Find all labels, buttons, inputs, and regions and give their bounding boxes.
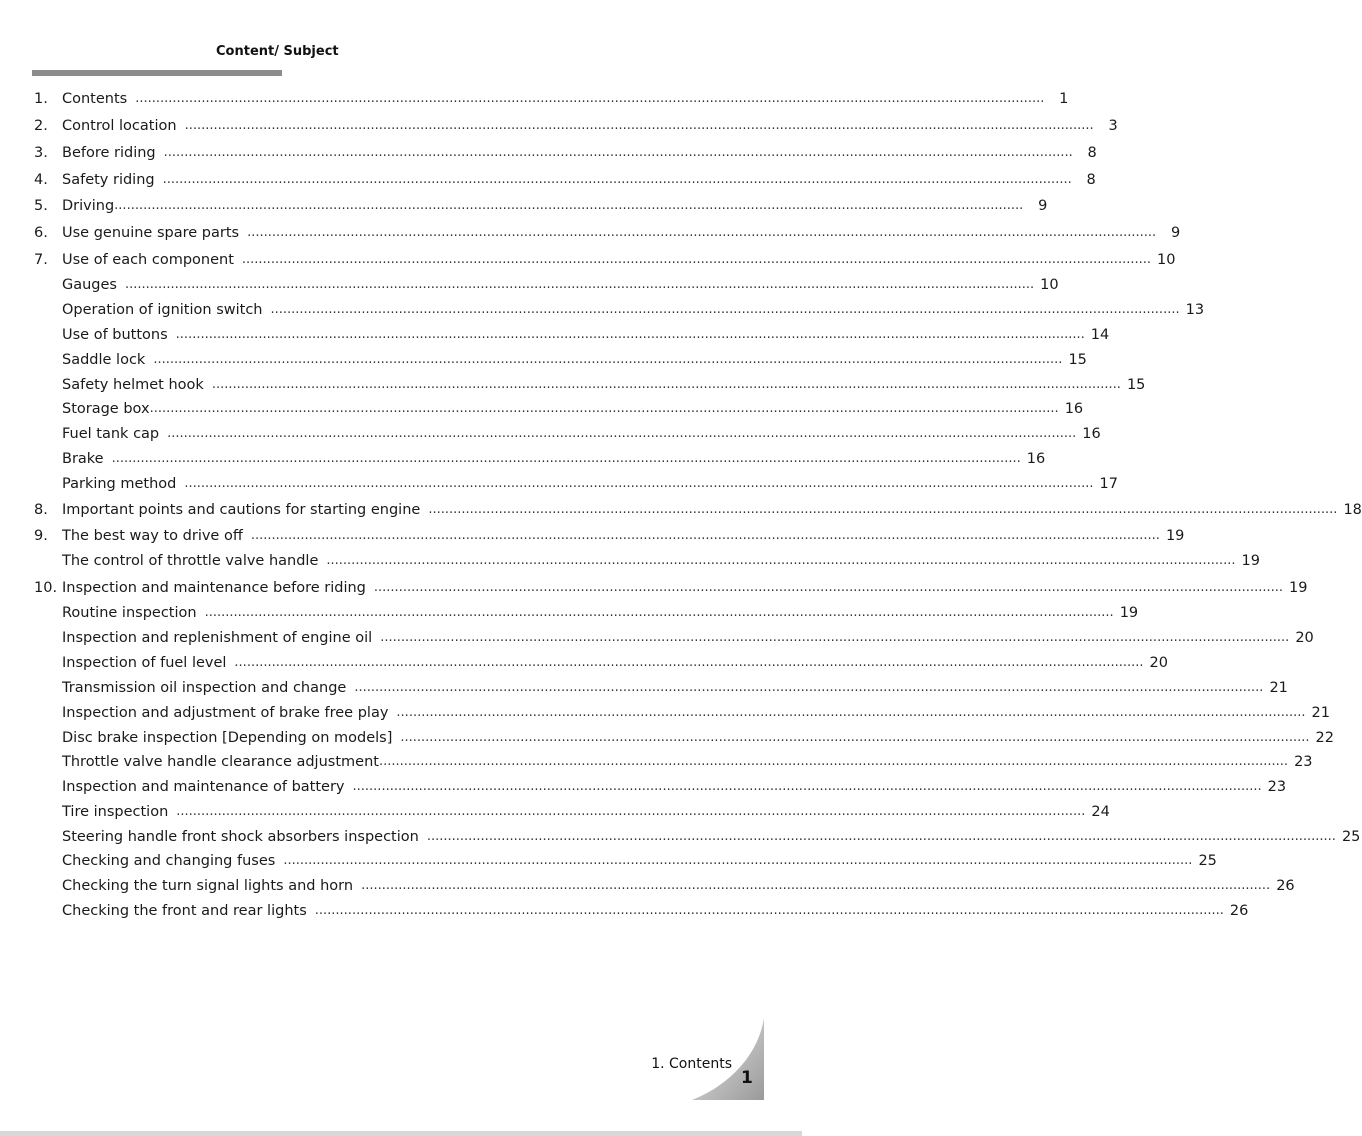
toc-dot-leader: ............................................................................................................................................................................................................................ — [396, 705, 1306, 720]
toc-entry — [34, 169, 1096, 189]
toc-dot-leader: ............................................................................................................................................................................................................................ — [354, 680, 1264, 695]
toc-subentry — [62, 448, 1046, 468]
toc-subentry — [62, 627, 1314, 647]
toc-entry-label: Inspection and replenishment of engine oil — [62, 630, 373, 646]
toc-subentry — [62, 776, 1287, 796]
toc-entry-page: 26 — [1229, 903, 1249, 919]
toc-entry-page: 15 — [1126, 377, 1146, 393]
toc-entry-page: 9 — [1038, 198, 1048, 214]
toc-entry-label: Tire inspection — [62, 804, 169, 820]
toc-entry-label: Contents — [62, 91, 128, 107]
toc-dot-leader: ............................................................................................................................................................................................................................ — [380, 630, 1290, 645]
toc-subentry — [62, 324, 1110, 344]
toc-entry-page: 16 — [1064, 401, 1084, 417]
toc-dot-leader: ............................................................................................................................................................................................................................ — [270, 302, 1180, 317]
toc-dot-leader: ............................................................................................................................................................................................................................ — [373, 580, 1284, 595]
toc-entry-page: 18 — [1343, 502, 1362, 518]
toc-dot-leader: ............................................................................................................................................................................................................................ — [153, 352, 1063, 367]
toc-dot-leader: ............................................................................................................................................................................................................................ — [400, 730, 1310, 745]
toc-entry-page: 22 — [1315, 730, 1334, 746]
toc-entry-number: 7. — [34, 252, 48, 268]
toc-entry-number: 10. — [34, 580, 58, 596]
toc-entry-label: Throttle valve handle clearance adjustment — [62, 754, 379, 770]
toc-entry-label: Checking the front and rear lights — [62, 903, 307, 919]
toc-dot-leader: ............................................................................................................................................................................................................................ — [111, 451, 1021, 466]
toc-subentry — [62, 398, 1084, 418]
toc-entry-label: Parking method — [62, 476, 177, 492]
toc-subentry — [62, 374, 1146, 394]
toc-entry-page: 23 — [1294, 754, 1313, 770]
toc-entry — [34, 249, 1176, 269]
toc-entry-label: Inspection of fuel level — [62, 655, 227, 671]
toc-subentry — [62, 274, 1059, 294]
toc-dot-leader: ............................................................................................................................................................................................................................ — [176, 804, 1086, 819]
toc-entry-page: 1 — [1059, 91, 1069, 107]
toc-entry-page: 23 — [1267, 779, 1287, 795]
toc-dot-leader: ............................................................................................................................................................................................................................ — [184, 476, 1094, 491]
toc-entry-page: 21 — [1311, 705, 1330, 721]
toc-entry-label: Safety helmet hook — [62, 377, 204, 393]
toc-entry-page: 25 — [1198, 853, 1217, 869]
toc-dot-leader: ............................................................................................................................................................................................................................ — [426, 829, 1336, 844]
toc-entry-label: Operation of ignition switch — [62, 302, 263, 318]
toc-entry-label: Gauges — [62, 277, 117, 293]
toc-subentry — [62, 473, 1118, 493]
toc-entry — [34, 142, 1097, 162]
toc-entry-page: 26 — [1276, 878, 1295, 894]
toc-entry-label: Checking the turn signal lights and horn — [62, 878, 354, 894]
toc-entry-label: Disc brake inspection [Depending on models] — [62, 730, 393, 746]
toc-entry — [34, 115, 1118, 135]
toc-dot-leader: ............................................................................................................................................................................................................................ — [167, 426, 1077, 441]
toc-entry-page: 15 — [1068, 352, 1087, 368]
page-corner-tab — [688, 1016, 768, 1106]
toc-entry-page: 3 — [1108, 118, 1118, 134]
toc-subentry — [62, 349, 1087, 369]
toc-entry-page: 8 — [1086, 172, 1096, 188]
toc-entry-page: 10 — [1040, 277, 1059, 293]
toc-dot-leader: ............................................................................................................................................................................................................................ — [114, 198, 1024, 213]
toc-entry — [34, 195, 1048, 215]
page-number: 1 — [741, 1068, 753, 1088]
toc-entry-label: Inspection and adjustment of brake free play — [62, 705, 389, 721]
footer-section-label: 1. Contents — [651, 1056, 732, 1072]
toc-entry-page: 19 — [1165, 528, 1185, 544]
toc-entry-label: The best way to drive off — [62, 528, 243, 544]
toc-entry-label: Control location — [62, 118, 177, 134]
toc-dot-leader: ............................................................................................................................................................................................................................ — [326, 553, 1236, 568]
toc-subentry — [62, 850, 1217, 870]
toc-entry-page: 16 — [1082, 426, 1101, 442]
toc-entry — [34, 222, 1181, 242]
toc-entry-page: 24 — [1091, 804, 1110, 820]
toc-entry-page: 14 — [1090, 327, 1110, 343]
toc-entry-number: 2. — [34, 118, 48, 134]
toc-entry — [34, 525, 1185, 545]
toc-entry-label: Driving — [62, 198, 115, 214]
toc-entry-number: 4. — [34, 172, 48, 188]
toc-entry-label: Routine inspection — [62, 605, 197, 621]
toc-subentry — [62, 900, 1249, 920]
toc-entry-number: 8. — [34, 502, 48, 518]
toc-entry-page: 8 — [1087, 145, 1097, 161]
toc-subentry — [62, 751, 1313, 771]
toc-entry-label: Saddle lock — [62, 352, 146, 368]
toc-dot-leader: ............................................................................................................................................................................................................................ — [211, 377, 1121, 392]
toc-subentry — [62, 801, 1110, 821]
toc-dot-leader: ............................................................................................................................................................................................................................ — [135, 91, 1045, 106]
toc-subentry — [62, 727, 1334, 747]
toc-entry-label: Storage box — [62, 401, 150, 417]
toc-entry-label: Steering handle front shock absorbers inspection — [62, 829, 419, 845]
toc-entry-label: Inspection and maintenance before riding — [62, 580, 366, 596]
toc-dot-leader: ............................................................................................................................................................................................................................ — [352, 779, 1262, 794]
bottom-rule — [0, 1131, 802, 1136]
toc-dot-leader: ............................................................................................................................................................................................................................ — [428, 502, 1338, 517]
toc-subentry — [62, 299, 1205, 319]
toc-entry-label: Checking and changing fuses — [62, 853, 276, 869]
toc-dot-leader: ............................................................................................................................................................................................................................ — [162, 172, 1072, 187]
toc-entry-page: 19 — [1119, 605, 1139, 621]
toc-entry-page: 16 — [1026, 451, 1046, 467]
toc-entry-page: 20 — [1295, 630, 1314, 646]
toc-dot-leader: ............................................................................................................................................................................................................................ — [204, 605, 1114, 620]
toc-entry-number: 9. — [34, 528, 48, 544]
toc-subentry — [62, 423, 1101, 443]
toc-subentry — [62, 875, 1295, 895]
toc-dot-leader: ............................................................................................................................................................................................................................ — [314, 903, 1224, 918]
toc-entry-page: 10 — [1157, 252, 1176, 268]
toc-entry-label: Transmission oil inspection and change — [62, 680, 347, 696]
toc-subentry — [62, 826, 1361, 846]
toc-entry-page: 19 — [1289, 580, 1308, 596]
page-header-title: Content/ Subject — [216, 44, 339, 59]
toc-entry-label: Before riding — [62, 145, 156, 161]
toc-dot-leader: ............................................................................................................................................................................................................................ — [175, 327, 1085, 342]
toc-entry-label: The control of throttle valve handle — [62, 553, 319, 569]
toc-entry-page: 21 — [1269, 680, 1288, 696]
toc-subentry — [62, 677, 1288, 697]
toc-entry-number: 5. — [34, 198, 48, 214]
toc-dot-leader: ............................................................................................................................................................................................................................ — [247, 225, 1157, 240]
toc-dot-leader: ............................................................................................................................................................................................................................ — [250, 528, 1160, 543]
toc-entry-label: Inspection and maintenance of battery — [62, 779, 345, 795]
header-rule — [32, 70, 282, 76]
toc-entry-page: 20 — [1149, 655, 1168, 671]
toc-entry-number: 1. — [34, 91, 48, 107]
toc-dot-leader: ............................................................................................................................................................................................................................ — [283, 853, 1193, 868]
toc-entry-page: 9 — [1170, 225, 1181, 241]
toc-entry-label: Use genuine spare parts — [62, 225, 240, 241]
toc-dot-leader: ............................................................................................................................................................................................................................ — [241, 252, 1152, 267]
toc-entry-label: Use of buttons — [62, 327, 168, 343]
toc-entry-label: Safety riding — [62, 172, 155, 188]
toc-entry — [34, 88, 1069, 108]
toc-entry-label: Important points and cautions for starting engine — [62, 502, 421, 518]
toc-entry-label: Brake — [62, 451, 104, 467]
toc-entry-label: Fuel tank cap — [62, 426, 160, 442]
toc-dot-leader: ............................................................................................................................................................................................................................ — [378, 754, 1289, 769]
toc-dot-leader: ............................................................................................................................................................................................................................ — [184, 118, 1094, 133]
toc-subentry — [62, 602, 1139, 622]
toc-entry-page: 25 — [1341, 829, 1361, 845]
toc-entry — [34, 499, 1362, 519]
toc-subentry — [62, 550, 1260, 570]
toc-entry-number: 6. — [34, 225, 48, 241]
toc-entry-page: 17 — [1099, 476, 1118, 492]
toc-dot-leader: ............................................................................................................................................................................................................................ — [149, 401, 1059, 416]
toc-dot-leader: ............................................................................................................................................................................................................................ — [125, 277, 1035, 292]
toc-subentry — [62, 702, 1330, 722]
toc-dot-leader: ............................................................................................................................................................................................................................ — [361, 878, 1271, 893]
toc-dot-leader: ............................................................................................................................................................................................................................ — [234, 655, 1144, 670]
toc-entry-page: 19 — [1241, 553, 1260, 569]
toc-subentry — [62, 652, 1168, 672]
toc-entry-page: 13 — [1185, 302, 1205, 318]
toc-dot-leader: ............................................................................................................................................................................................................................ — [163, 145, 1073, 160]
toc-entry-number: 3. — [34, 145, 48, 161]
toc-entry-label: Use of each component — [62, 252, 234, 268]
toc-entry — [34, 577, 1308, 597]
